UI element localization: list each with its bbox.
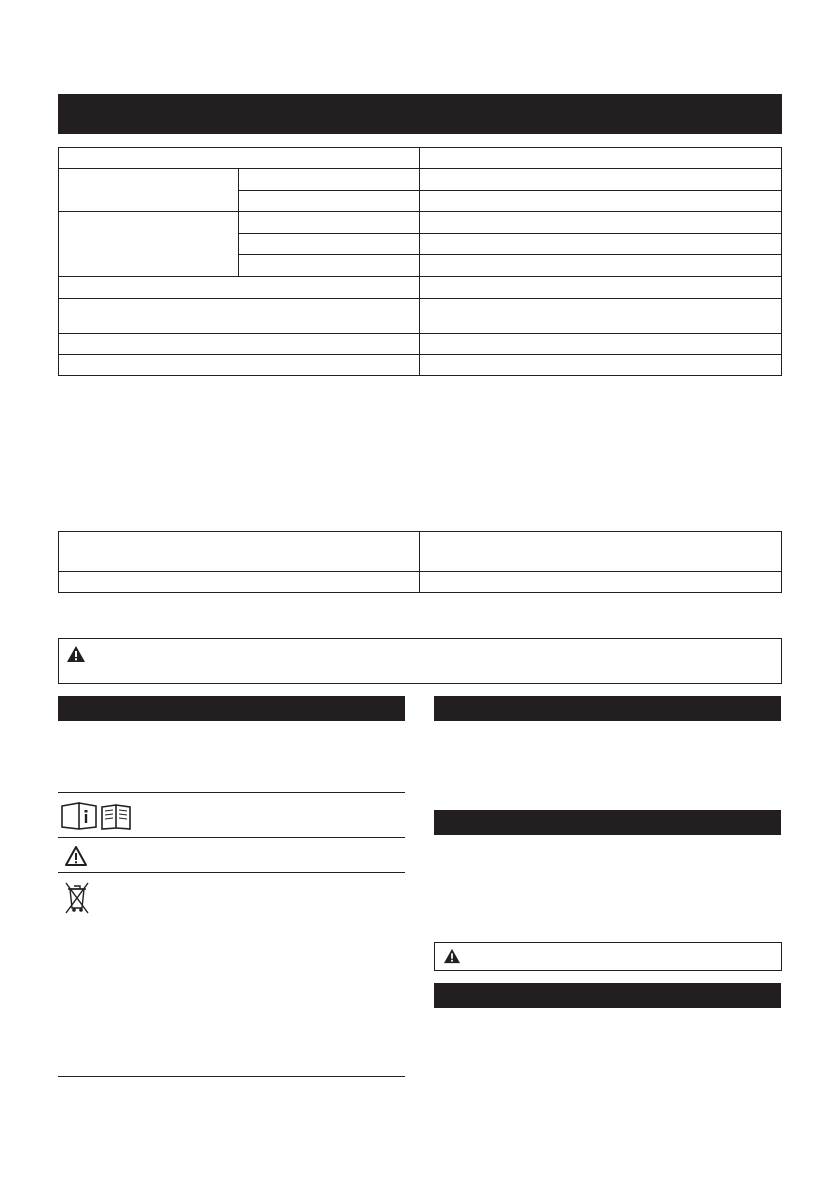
table-cell bbox=[419, 355, 782, 376]
filled-warning-triangle-icon bbox=[443, 948, 461, 969]
filled-warning-triangle-icon bbox=[66, 645, 86, 668]
table-cell bbox=[419, 255, 782, 277]
warning-box bbox=[58, 638, 782, 684]
specifications-table bbox=[58, 147, 782, 376]
table-cell bbox=[59, 532, 420, 572]
table-cell bbox=[419, 299, 782, 334]
power-supply-section-header bbox=[434, 810, 781, 835]
divider bbox=[58, 1076, 405, 1077]
table-cell bbox=[238, 255, 419, 277]
table-cell bbox=[238, 212, 419, 234]
noise-table bbox=[58, 531, 782, 593]
safety-warnings-section-header bbox=[434, 983, 781, 1008]
table-row bbox=[59, 355, 782, 376]
table-row bbox=[59, 532, 782, 572]
table-cell bbox=[59, 299, 420, 334]
table-cell bbox=[419, 572, 782, 593]
table-cell bbox=[419, 148, 782, 169]
table-cell bbox=[419, 334, 782, 355]
table-cell bbox=[419, 277, 782, 299]
table-cell bbox=[59, 355, 420, 376]
table-cell bbox=[238, 169, 419, 191]
divider bbox=[58, 872, 405, 873]
table-row bbox=[59, 212, 782, 234]
divider bbox=[58, 837, 405, 838]
table-cell bbox=[419, 191, 782, 212]
table-cell bbox=[419, 234, 782, 255]
table-row bbox=[59, 148, 782, 169]
table-cell bbox=[238, 234, 419, 255]
specifications-title-bar bbox=[58, 94, 782, 134]
table-cell bbox=[59, 148, 420, 169]
table-row bbox=[59, 299, 782, 334]
warning-box-small bbox=[434, 942, 782, 971]
warning-triangle-icon bbox=[64, 845, 88, 872]
table-row bbox=[59, 277, 782, 299]
table-cell bbox=[238, 191, 419, 212]
read-manual-icon bbox=[60, 801, 132, 836]
crossed-out-bin-icon bbox=[64, 880, 90, 919]
table-cell bbox=[59, 169, 239, 212]
table-cell bbox=[419, 169, 782, 191]
table-cell bbox=[59, 277, 420, 299]
table-cell bbox=[59, 334, 420, 355]
table-row bbox=[59, 334, 782, 355]
table-cell bbox=[59, 212, 239, 277]
intended-use-section-header bbox=[434, 696, 781, 721]
table-row bbox=[59, 572, 782, 593]
table-cell bbox=[419, 532, 782, 572]
symbols-section-header bbox=[58, 696, 405, 721]
table-row bbox=[59, 169, 782, 191]
table-cell bbox=[419, 212, 782, 234]
table-cell bbox=[59, 572, 420, 593]
divider bbox=[58, 792, 405, 793]
